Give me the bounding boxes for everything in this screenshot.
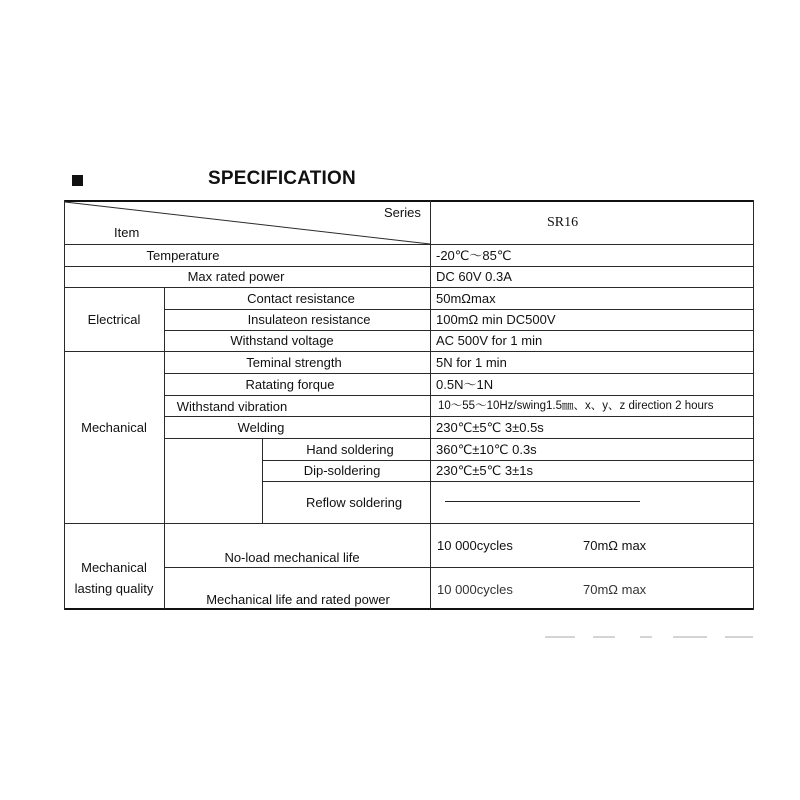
table-bottom-border <box>64 608 754 610</box>
noload-life-resistance: 70mΩ max <box>583 538 647 553</box>
welding-label: Welding <box>237 420 285 435</box>
table-right-border <box>753 200 754 610</box>
max-power-value: DC 60V 0.3A <box>436 269 512 284</box>
row-divider <box>164 438 754 439</box>
value-column-divider <box>430 200 431 610</box>
row-divider <box>164 373 754 374</box>
temperature-value: -20℃～85℃ <box>436 248 512 263</box>
max-power-label: Max rated power <box>187 269 285 284</box>
welding-value: 230℃±5℃ 3±0.5s <box>436 420 544 435</box>
dip-soldering-value: 230℃±5℃ 3±1s <box>436 463 533 478</box>
page-title: SPECIFICATION <box>208 168 356 189</box>
rotating-torque-value: 0.5N～1N <box>436 377 494 392</box>
temperature-label: Temperature <box>146 248 220 263</box>
subgroup-column-divider <box>262 438 263 523</box>
group-column-divider <box>164 523 165 609</box>
withstand-voltage-label: Withstand voltage <box>230 333 334 348</box>
item-header: Item <box>114 225 140 240</box>
row-divider <box>64 351 754 352</box>
dip-soldering-label: Dip-soldering <box>303 463 381 478</box>
mechanical-group-label: Mechanical <box>81 420 147 435</box>
specification-table <box>64 200 754 610</box>
reflow-soldering-blank-line <box>445 501 640 502</box>
model-header: SR16 <box>547 215 579 230</box>
rated-life-label: Mechanical life and rated power <box>206 592 390 607</box>
row-divider <box>64 287 754 288</box>
terminal-strength-label: Teminal strength <box>246 355 342 370</box>
rated-life-cycles: 10 000cycles <box>437 582 513 597</box>
reflow-soldering-label: Reflow soldering <box>305 495 403 510</box>
faded-scan-artifact <box>545 633 755 643</box>
hand-soldering-label: Hand soldering <box>306 442 394 457</box>
withstand-voltage-value: AC 500V for 1 min <box>436 333 543 348</box>
row-divider <box>64 266 754 267</box>
series-header: Series <box>384 205 421 220</box>
terminal-strength-value: 5N for 1 min <box>436 355 507 370</box>
noload-life-label: No-load mechanical life <box>224 550 360 565</box>
electrical-group-label: Electrical <box>87 312 141 327</box>
group-column-divider <box>164 287 165 523</box>
hand-soldering-value: 360℃±10℃ 0.3s <box>436 442 537 457</box>
lasting-group-label-line2: lasting quality <box>74 581 154 596</box>
rated-life-resistance: 70mΩ max <box>583 582 647 597</box>
row-divider <box>164 416 754 417</box>
row-divider <box>164 395 754 396</box>
lasting-group-label-line1: Mechanical <box>81 560 147 575</box>
bullet-square-icon <box>72 175 83 186</box>
row-divider <box>164 567 754 568</box>
contact-resistance-label: Contact resistance <box>247 291 355 306</box>
withstand-vibration-value: 10～55～10Hz/swing1.5㎜、x、y、z direction 2 hours <box>438 400 714 412</box>
table-left-border <box>64 200 65 610</box>
row-divider <box>64 523 754 524</box>
row-divider <box>262 460 754 461</box>
insulation-resistance-label: Insulateon resistance <box>247 312 371 327</box>
row-divider <box>262 481 754 482</box>
rotating-torque-label: Ratating forque <box>245 377 335 392</box>
noload-life-cycles: 10 000cycles <box>437 538 513 553</box>
insulation-resistance-value: 100mΩ min DC500V <box>436 312 556 327</box>
contact-resistance-value: 50mΩmax <box>436 291 496 306</box>
withstand-vibration-label: Withstand vibration <box>176 399 288 414</box>
row-divider <box>164 330 754 331</box>
row-divider <box>164 309 754 310</box>
